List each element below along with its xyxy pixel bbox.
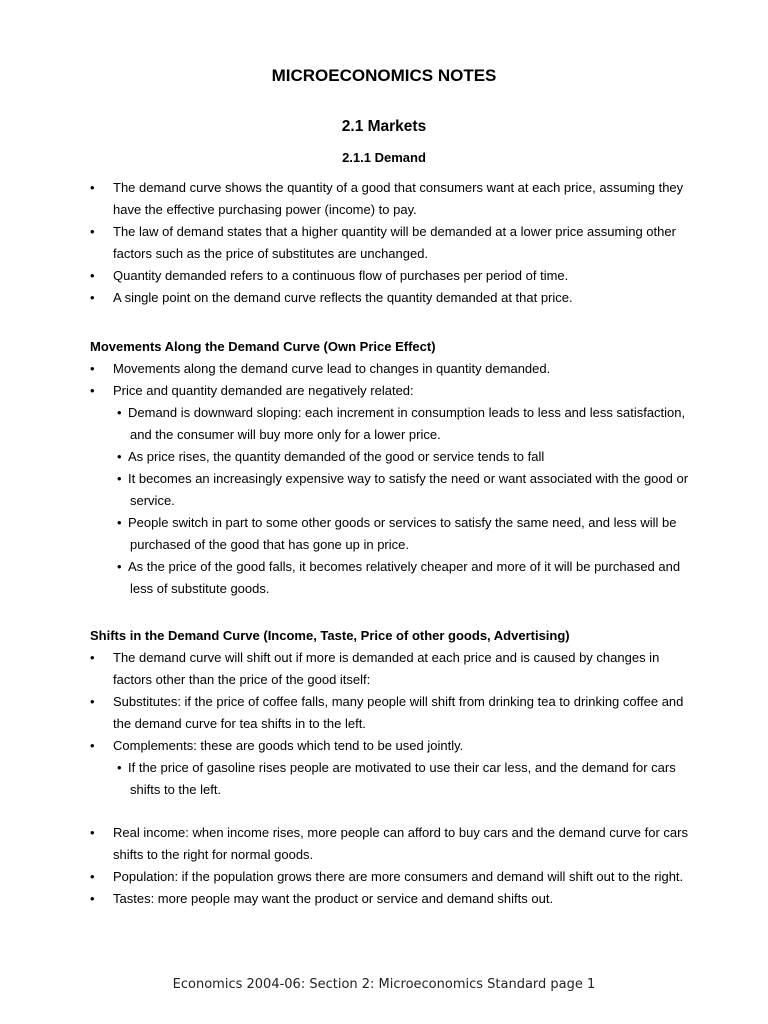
bullet-icon: • [117, 405, 122, 420]
list-item-text: Real income: when income rises, more people can afford to buy cars and the demand curve for cars shifts to the right for normal goods. [113, 825, 688, 862]
subsection-title: 2.1.1 Demand [342, 150, 426, 165]
intro-bullet-list [90, 177, 690, 309]
bullet-icon: • [90, 224, 95, 239]
bullet-icon: • [90, 694, 95, 709]
sub-list-item [90, 556, 690, 600]
list-item [90, 735, 690, 757]
bullet-icon: • [117, 449, 122, 464]
list-item [90, 358, 690, 380]
section-title: 2.1 Markets [341, 118, 427, 135]
sub-list-item-text: As price rises, the quantity demanded of the good or service tends to fall [128, 449, 545, 464]
list-item [90, 822, 690, 866]
list-item [90, 647, 690, 691]
sub-list-item [90, 446, 690, 468]
bullet-icon: • [90, 268, 95, 283]
list-item-text: Population: if the population grows there are more consumers and demand will shift out to the right. [113, 869, 684, 884]
movements-section [90, 336, 690, 600]
bullet-icon: • [117, 559, 122, 574]
bullet-icon: • [90, 180, 95, 195]
list-item [90, 866, 690, 888]
sub-list-item-text: People switch in part to some other goods or services to satisfy the same need, and less will be purchased of the good that has gone up in price. [128, 515, 677, 552]
bullet-icon: • [90, 290, 95, 305]
bullet-icon: • [117, 515, 122, 530]
sub-list-item-text: It becomes an increasingly expensive way to satisfy the need or want associated with the good or service. [128, 471, 689, 508]
bullet-icon: • [90, 650, 95, 665]
list-item-text: Complements: these are goods which tend to be used jointly. [113, 738, 464, 753]
list-item-text: Substitutes: if the price of coffee falls, many people will shift from drinking tea to drinking coffee and the demand curve for tea shifts in to the left. [113, 694, 684, 731]
list-item-text: A single point on the demand curve reflects the quantity demanded at that price. [113, 290, 573, 305]
list-item-text: The law of demand states that a higher quantity will be demanded at a lower price assuming other factors such as the price of substitutes are unchanged. [113, 224, 676, 261]
sub-list-item-text: As the price of the good falls, it becomes relatively cheaper and more of it will be purchased and less of substitute goods. [128, 559, 681, 596]
list-item-text: Tastes: more people may want the product or service and demand shifts out. [113, 891, 554, 906]
list-item-text: The demand curve will shift out if more is demanded at each price and is caused by changes in factors other than the price of the good itself: [113, 650, 660, 687]
list-item-text: Price and quantity demanded are negatively related: [113, 383, 414, 398]
list-item-text: Quantity demanded refers to a continuous flow of purchases per period of time. [113, 268, 569, 283]
list-item [90, 380, 690, 402]
bullet-icon: • [90, 383, 95, 398]
bullet-icon: • [117, 760, 122, 775]
list-item-text: Movements along the demand curve lead to changes in quantity demanded. [113, 361, 551, 376]
shifts-heading: Shifts in the Demand Curve (Income, Taste, Price of other goods, Advertising) [90, 628, 570, 643]
list-item-text: The demand curve shows the quantity of a good that consumers want at each price, assuming they have the effective purchasing power (income) to pay. [113, 180, 684, 217]
list-item [90, 221, 690, 265]
list-item [90, 177, 690, 221]
spacer [90, 801, 690, 822]
bullet-icon: • [90, 869, 95, 884]
bullet-icon: • [90, 361, 95, 376]
bullet-icon: • [117, 471, 122, 486]
list-item [90, 888, 690, 910]
bullet-icon: • [90, 891, 95, 906]
list-item [90, 265, 690, 287]
sub-list-item [90, 757, 690, 801]
document-title: MICROECONOMICS NOTES [271, 66, 497, 85]
shifts-section [90, 625, 690, 910]
sub-list-item [90, 512, 690, 556]
bullet-icon: • [90, 825, 95, 840]
bullet-icon: • [90, 738, 95, 753]
list-item [90, 287, 690, 309]
movements-heading: Movements Along the Demand Curve (Own Price Effect) [90, 339, 436, 354]
sub-list-item-text: Demand is downward sloping: each increment in consumption leads to less and less satisfaction, and the consumer will buy more only for a lower price. [128, 405, 686, 442]
page-footer: Economics 2004-06: Section 2: Microeconomics Standard page 1 [172, 977, 596, 992]
sub-list-item [90, 402, 690, 446]
sub-list-item [90, 468, 690, 512]
sub-list-item-text: If the price of gasoline rises people are motivated to use their car less, and the demand for cars shifts to the left. [128, 760, 676, 797]
list-item [90, 691, 690, 735]
